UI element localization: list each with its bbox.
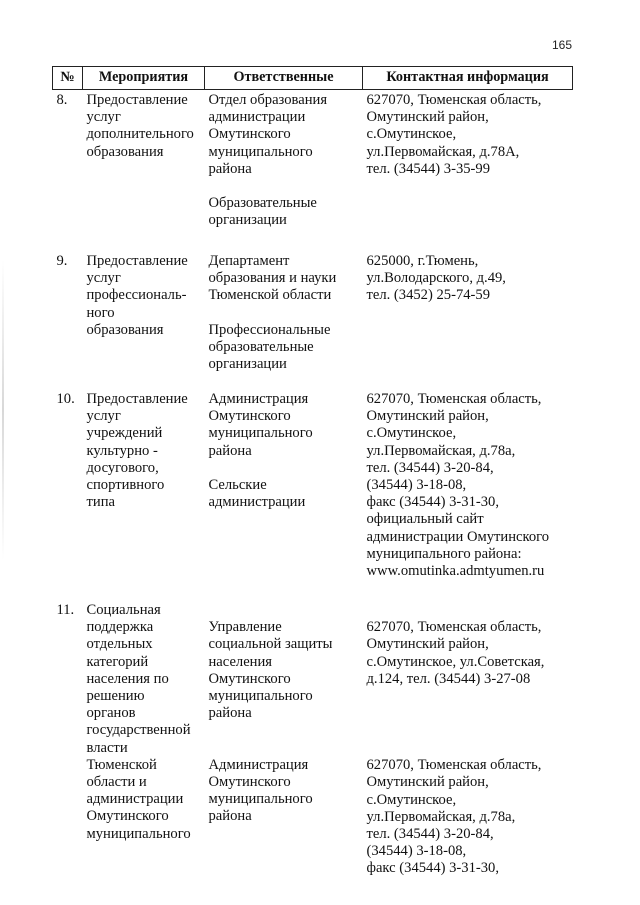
row-event: Социальная поддержка отдельных категорий населения по решению органов государственной власти Тюменской области и администрации Омутинского муниципального	[86, 602, 191, 842]
row-number: 9.	[56, 253, 68, 269]
row-event: Предоставление услуг дополнительного образования	[86, 92, 194, 160]
row-contacts: 627070, Тюменская область, Омутинский район, с.Омутинское, ул.Первомайская, д.78А, тел. (34544) 3-35-99	[366, 92, 542, 177]
page-number: 165	[552, 38, 573, 52]
row-event: Предоставление услуг профессиональ- ного образования	[86, 253, 188, 338]
measures-table	[52, 66, 573, 895]
row-responsible	[205, 602, 363, 895]
header-event: Мероприятия	[83, 67, 205, 90]
header-number: №	[53, 67, 83, 90]
row-responsible-primary: Управление социальной защиты населения Омутинского муниципального района	[208, 619, 333, 722]
row-responsible: Администрация Омутинского муниципального района Сельские администрации	[208, 391, 313, 511]
table-row	[53, 602, 573, 895]
row-contacts-secondary: 627070, Тюменская область, Омутинский район, с.Омутинское, ул.Первомайская, д.78а, тел. (34544) 3-20-84, (34544) 3-18-08, факс (34544) 3-31-30,	[366, 757, 542, 877]
header-responsible: Ответственные	[205, 67, 363, 90]
row-event: Предоставление услуг учреждений культурно - досугового, спортивного типа	[86, 391, 188, 511]
row-responsible: Департамент образования и науки Тюменской области Профессиональные образовательные организации	[208, 253, 337, 373]
header-contacts: Контактная информация	[363, 67, 573, 90]
row-contacts: 625000, г.Тюмень, ул.Володарского, д.49, тел. (3452) 25-74-59	[366, 253, 506, 304]
row-contacts	[363, 602, 573, 895]
scan-edge-shadow	[2, 260, 4, 560]
row-number: 8.	[56, 92, 68, 108]
row-number: 11.	[56, 602, 75, 618]
table-row	[53, 253, 573, 391]
table-row	[53, 391, 573, 602]
row-contacts-primary: 627070, Тюменская область, Омутинский район, с.Омутинское, ул.Советская, д.124, тел. (34544) 3-27-08	[366, 619, 545, 687]
table-row	[53, 90, 573, 254]
row-responsible: Отдел образования администрации Омутинского муниципального района Образовательные организации	[208, 92, 328, 229]
table-header-row	[53, 67, 573, 90]
row-responsible-secondary: Администрация Омутинского муниципального района	[208, 756, 313, 825]
row-number: 10.	[56, 391, 75, 407]
row-contacts: 627070, Тюменская область, Омутинский район, с.Омутинское, ул.Первомайская, д.78а, тел. (34544) 3-20-84, (34544) 3-18-08, факс (34544) 3-31-30, официальный сайт администрации Омутинского муниципального района: www.omutinka.admtyumen.ru	[366, 391, 550, 580]
